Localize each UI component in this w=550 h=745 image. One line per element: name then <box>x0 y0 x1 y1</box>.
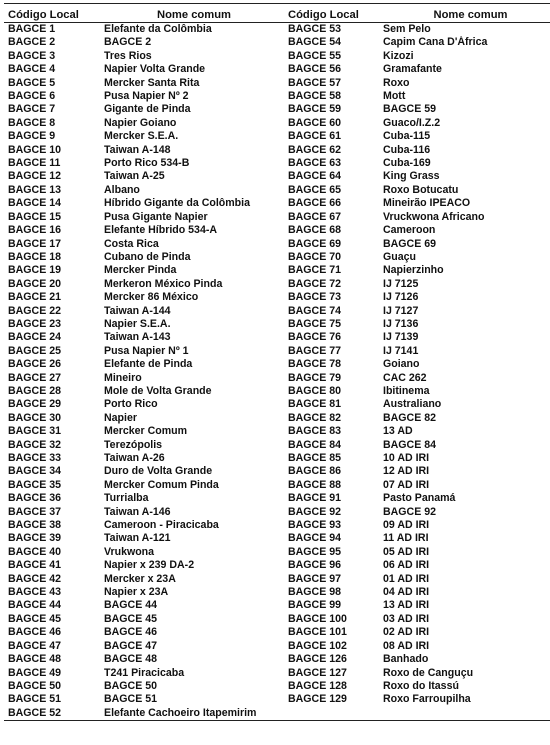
cell-common-name-right: Gramafante <box>383 63 442 76</box>
cell-common-name-right: IJ 7126 <box>383 291 419 304</box>
cell-common-name-right: 09 AD IRI <box>383 519 430 532</box>
cell-local-code-left: BAGCE 52 <box>4 707 99 721</box>
cell-local-code-right: BAGCE 82 <box>288 411 341 424</box>
cell-local-code-left: BAGCE 51 <box>8 693 61 706</box>
cell-local-code-left: BAGCE 33 <box>8 452 61 464</box>
cell-local-code-right <box>284 707 377 721</box>
cell-local-code-left: BAGCE 15 <box>8 210 61 223</box>
cell-common-name-left: Híbrido Gigante da Colômbia <box>104 197 250 210</box>
table-row <box>4 103 550 116</box>
cell-local-code-left: BAGCE 31 <box>8 425 61 438</box>
cell-common-name-right: Pasto Panamá <box>383 492 456 505</box>
table-row <box>4 305 550 318</box>
table-row <box>4 372 550 385</box>
table-row <box>4 345 550 358</box>
cell-local-code-left: BAGCE 35 <box>8 478 61 491</box>
table-row <box>4 211 550 224</box>
cell-common-name-right: 03 AD IRI <box>383 612 430 625</box>
cell-common-name-left: Cubano de Pinda <box>104 250 191 263</box>
cell-common-name-left: Duro de Volta Grande <box>104 465 213 478</box>
table-row <box>4 331 550 344</box>
cell-local-code-right: BAGCE 128 <box>288 679 347 692</box>
table-row <box>4 519 550 532</box>
cell-local-code-left: BAGCE 13 <box>8 183 61 196</box>
cell-local-code-right: BAGCE 97 <box>288 572 341 585</box>
cell-local-code-left: BAGCE 10 <box>8 143 61 156</box>
cell-common-name-right: 05 AD IRI <box>383 545 430 558</box>
cell-local-code-left: BAGCE 11 <box>8 157 61 170</box>
table-row <box>4 144 550 157</box>
cell-local-code-left: BAGCE 5 <box>8 76 56 89</box>
cell-local-code-right: BAGCE 69 <box>288 237 341 250</box>
cell-local-code-right: BAGCE 91 <box>288 492 341 505</box>
cell-local-code-right: BAGCE 100 <box>288 612 347 625</box>
cell-common-name-right: Mott <box>383 90 406 103</box>
cell-local-code-left: BAGCE 50 <box>8 679 61 692</box>
cell-common-name-left: Elefante da Colômbia <box>104 23 212 35</box>
cell-common-name-right: Roxo do Itassú <box>383 679 459 692</box>
cell-local-code-left: BAGCE 3 <box>8 49 56 62</box>
cell-local-code-right: BAGCE 56 <box>288 63 341 76</box>
cell-common-name-right: IJ 7139 <box>383 331 419 344</box>
cell-local-code-right: BAGCE 59 <box>288 103 341 116</box>
cell-common-name-left: Taiwan A-144 <box>104 304 171 317</box>
cell-local-code-right: BAGCE 101 <box>288 626 347 639</box>
cell-local-code-left: BAGCE 9 <box>8 130 56 143</box>
cell-local-code-right: BAGCE 63 <box>288 157 341 170</box>
table-row <box>4 291 550 304</box>
cell-common-name-left: Taiwan A-26 <box>104 452 165 464</box>
table-row <box>4 412 550 425</box>
table-row <box>4 358 550 371</box>
cell-common-name-left: Mercker Pinda <box>104 264 177 277</box>
cell-local-code-left: BAGCE 48 <box>8 653 61 666</box>
cell-common-name-right: 11 AD IRI <box>383 532 429 545</box>
cell-common-name-left: BAGCE 47 <box>104 639 157 652</box>
table-row <box>4 264 550 277</box>
cell-common-name-left: Merkeron México Pinda <box>104 277 223 290</box>
table-row <box>4 707 550 721</box>
cell-common-name-left: Cameroon - Piracicaba <box>104 519 219 532</box>
table-row <box>4 157 550 170</box>
cell-local-code-right: BAGCE 53 <box>288 23 341 35</box>
cell-common-name-right: Australiano <box>383 398 442 411</box>
table-row <box>4 398 550 411</box>
cell-local-code-right: BAGCE 80 <box>288 384 341 397</box>
cell-local-code-left: BAGCE 23 <box>8 317 61 330</box>
cell-common-name-right <box>377 707 550 721</box>
cell-common-name-right: 07 AD IRI <box>383 478 430 491</box>
cell-local-code-left: BAGCE 38 <box>8 519 61 532</box>
cell-local-code-right: BAGCE 57 <box>288 76 341 89</box>
cell-common-name-left: Gigante de Pinda <box>104 103 191 116</box>
table-row <box>4 130 550 143</box>
cell-local-code-right: BAGCE 60 <box>288 116 341 129</box>
cell-local-code-left: BAGCE 45 <box>8 612 61 625</box>
cell-common-name-right: 01 AD IRI <box>383 572 430 585</box>
header-local-code-right: Código Local <box>284 4 377 23</box>
cell-common-name-right: Kizozi <box>383 49 414 62</box>
cell-local-code-left: BAGCE 14 <box>8 197 61 210</box>
cell-common-name-left: Pusa Napier Nº 2 <box>104 90 189 103</box>
cell-local-code-left: BAGCE 4 <box>8 63 56 76</box>
cell-common-name-right: Cuba-169 <box>383 157 431 170</box>
cell-common-name-left: Albano <box>104 183 140 196</box>
cell-common-name-left: Terezópolis <box>104 438 163 451</box>
cell-common-name-left: Mercker Comum <box>104 425 188 438</box>
cell-local-code-right: BAGCE 61 <box>288 130 341 143</box>
cell-local-code-left: BAGCE 36 <box>8 492 61 505</box>
cell-common-name-left: Porto Rico 534-B <box>104 157 190 170</box>
table-header-row <box>4 4 550 23</box>
cell-common-name-right: BAGCE 92 <box>383 505 436 518</box>
table-row <box>4 506 550 519</box>
cell-local-code-right: BAGCE 102 <box>288 639 347 652</box>
cell-common-name-right: BAGCE 59 <box>383 103 436 116</box>
table-row <box>4 613 550 626</box>
table-row <box>4 318 550 331</box>
table-row <box>4 667 550 680</box>
cell-local-code-left: BAGCE 26 <box>8 358 61 371</box>
cell-common-name-left: Taiwan A-121 <box>104 532 171 545</box>
cell-local-code-left: BAGCE 7 <box>8 103 56 116</box>
cell-local-code-right: BAGCE 66 <box>288 197 341 210</box>
cell-common-name-left: BAGCE 46 <box>104 626 157 639</box>
table-row <box>4 238 550 251</box>
table-body <box>4 23 550 721</box>
cell-common-name-left: Mercker x 23A <box>104 572 176 585</box>
cell-common-name-right: BAGCE 84 <box>383 438 436 451</box>
cell-local-code-left: BAGCE 28 <box>8 384 61 397</box>
cell-common-name-left: Porto Rico <box>104 398 158 411</box>
cell-local-code-right: BAGCE 129 <box>288 693 347 706</box>
cell-local-code-right: BAGCE 88 <box>288 478 341 491</box>
table-row <box>4 559 550 572</box>
cell-local-code-right: BAGCE 70 <box>288 250 341 263</box>
cell-common-name-left: Taiwan A-146 <box>104 505 171 518</box>
cell-local-code-right: BAGCE 64 <box>288 170 341 183</box>
cell-local-code-left: BAGCE 40 <box>8 545 61 558</box>
cell-local-code-right: BAGCE 71 <box>288 264 341 277</box>
cell-local-code-left: BAGCE 27 <box>8 371 61 384</box>
cell-local-code-left: BAGCE 30 <box>8 411 61 424</box>
cell-common-name-left: BAGCE 45 <box>104 612 157 625</box>
cell-local-code-right: BAGCE 94 <box>288 532 341 545</box>
cell-local-code-left: BAGCE 41 <box>8 559 61 572</box>
cell-local-code-left: BAGCE 18 <box>8 250 61 263</box>
cell-common-name-left: BAGCE 2 <box>104 36 152 49</box>
cell-common-name-left: Mercker Comum Pinda <box>104 478 219 491</box>
cell-common-name-left: T241 Piracicaba <box>104 666 185 679</box>
cell-local-code-left: BAGCE 20 <box>8 277 61 290</box>
cell-common-name-right: Sem Pelo <box>383 23 431 35</box>
table-row <box>4 184 550 197</box>
cell-local-code-right: BAGCE 54 <box>288 36 341 49</box>
cell-common-name-right: Roxo <box>383 76 410 89</box>
table-row <box>4 546 550 559</box>
cell-local-code-left: BAGCE 22 <box>8 304 61 317</box>
cell-local-code-right: BAGCE 127 <box>288 666 347 679</box>
cell-local-code-right: BAGCE 99 <box>288 599 341 612</box>
cell-common-name-right: Goiano <box>383 358 420 371</box>
table-row <box>4 90 550 103</box>
cell-common-name-right: Roxo Farroupilha <box>383 693 471 706</box>
table-row <box>4 653 550 666</box>
cell-local-code-left: BAGCE 25 <box>8 344 61 357</box>
cell-local-code-left: BAGCE 8 <box>8 116 56 129</box>
table-row <box>4 63 550 76</box>
cell-local-code-right: BAGCE 55 <box>288 49 341 62</box>
cell-local-code-right: BAGCE 126 <box>288 653 347 666</box>
cell-common-name-left: Mercker 86 México <box>104 291 199 304</box>
table-row <box>4 251 550 264</box>
header-common-name-right: Nome comum <box>377 4 550 23</box>
table-row <box>4 573 550 586</box>
cell-common-name-left: Turrialba <box>104 492 149 505</box>
cell-local-code-left: BAGCE 42 <box>8 572 61 585</box>
cell-local-code-right: BAGCE 67 <box>288 210 341 223</box>
cell-common-name-right: CAC 262 <box>383 371 427 384</box>
table-row <box>4 693 550 706</box>
cell-local-code-left: BAGCE 44 <box>8 599 61 612</box>
cell-local-code-right: BAGCE 95 <box>288 545 341 558</box>
cell-common-name-left: Napier S.E.A. <box>104 317 171 330</box>
cell-local-code-left: BAGCE 43 <box>8 586 61 599</box>
cell-common-name-left: BAGCE 50 <box>104 679 157 692</box>
cell-local-code-left: BAGCE 46 <box>8 626 61 639</box>
cell-common-name-left: Pusa Gigante Napier <box>104 210 208 223</box>
cell-local-code-right: BAGCE 98 <box>288 586 341 599</box>
cell-common-name-left: BAGCE 44 <box>104 599 157 612</box>
cell-local-code-left: BAGCE 39 <box>8 532 61 545</box>
cell-common-name-right: Cuba-115 <box>383 130 431 143</box>
cell-local-code-right: BAGCE 93 <box>288 519 341 532</box>
cell-local-code-right: BAGCE 96 <box>288 559 341 572</box>
cell-common-name-left: Napier <box>104 411 137 424</box>
table-row <box>4 492 550 505</box>
cell-common-name-right: Banhado <box>383 653 429 666</box>
table-row <box>4 197 550 210</box>
cell-common-name-left: Mercker Santa Rita <box>104 76 200 89</box>
cell-local-code-right: BAGCE 72 <box>288 277 341 290</box>
cell-local-code-left: BAGCE 12 <box>8 170 61 183</box>
cell-common-name-left: Elefante Híbrido 534-A <box>104 224 218 237</box>
table-row <box>4 680 550 693</box>
cell-local-code-left: BAGCE 32 <box>8 438 61 451</box>
cell-local-code-right: BAGCE 65 <box>288 183 341 196</box>
cell-common-name-right: Mineirão IPEACO <box>383 197 471 210</box>
cell-local-code-left: BAGCE 34 <box>8 465 61 478</box>
cell-common-name-left: Costa Rica <box>104 237 159 250</box>
cell-common-name-left: Mineiro <box>104 371 142 384</box>
table-row <box>4 626 550 639</box>
cell-local-code-right: BAGCE 58 <box>288 90 341 103</box>
cell-common-name-left: Taiwan A-25 <box>104 170 165 183</box>
cell-common-name-right: 13 AD <box>383 425 413 438</box>
cell-common-name-left: BAGCE 51 <box>104 693 157 706</box>
cell-local-code-right: BAGCE 81 <box>288 398 341 411</box>
cell-common-name-right: Roxo Botucatu <box>383 183 459 196</box>
cell-local-code-right: BAGCE 84 <box>288 438 341 451</box>
cell-common-name-right: Guaco/I.Z.2 <box>383 116 441 129</box>
cell-local-code-left: BAGCE 47 <box>8 639 61 652</box>
cell-local-code-right: BAGCE 62 <box>288 143 341 156</box>
cell-common-name-right: 06 AD IRI <box>383 559 430 572</box>
cell-common-name-right: IJ 7136 <box>383 317 419 330</box>
cell-local-code-left: BAGCE 29 <box>8 398 61 411</box>
cell-local-code-left: BAGCE 21 <box>8 291 61 304</box>
table-row <box>4 479 550 492</box>
table-row <box>4 224 550 237</box>
cell-common-name-right: King Grass <box>383 170 440 183</box>
cell-common-name-right: 10 AD IRI <box>383 452 430 464</box>
cell-common-name-right: Capim Cana D'África <box>383 36 488 49</box>
cell-common-name-left: Napier x 23A <box>104 586 169 599</box>
cell-local-code-right: BAGCE 85 <box>288 452 341 464</box>
table-row <box>4 452 550 465</box>
cell-common-name-left: Napier Volta Grande <box>104 63 206 76</box>
cell-common-name-right: Vruckwona Africano <box>383 210 485 223</box>
table-row <box>4 532 550 545</box>
cell-local-code-right: BAGCE 86 <box>288 465 341 478</box>
table-row <box>4 465 550 478</box>
cell-local-code-left: BAGCE 16 <box>8 224 61 237</box>
cell-local-code-right: BAGCE 76 <box>288 331 341 344</box>
cell-common-name-left: Napier Goiano <box>104 116 177 129</box>
table-row <box>4 36 550 49</box>
cell-local-code-left: BAGCE 37 <box>8 505 61 518</box>
table-row <box>4 425 550 438</box>
cell-common-name-right: Ibitinema <box>383 384 430 397</box>
cell-common-name-right: BAGCE 69 <box>383 237 436 250</box>
cell-local-code-left: BAGCE 1 <box>8 23 56 35</box>
cell-common-name-right: IJ 7127 <box>383 304 419 317</box>
table-row <box>4 23 550 37</box>
table-row <box>4 439 550 452</box>
cell-common-name-left: Mole de Volta Grande <box>104 384 212 397</box>
table-row <box>4 640 550 653</box>
cell-common-name-left: Vrukwona <box>104 545 155 558</box>
cell-local-code-right: BAGCE 74 <box>288 304 341 317</box>
cell-local-code-right: BAGCE 77 <box>288 344 341 357</box>
cell-local-code-right: BAGCE 79 <box>288 371 341 384</box>
cell-common-name-right: 12 AD IRI <box>383 465 430 478</box>
cell-local-code-right: BAGCE 73 <box>288 291 341 304</box>
cell-common-name-right: 02 AD IRI <box>383 626 430 639</box>
cell-common-name-right: IJ 7125 <box>383 277 419 290</box>
cell-local-code-right: BAGCE 92 <box>288 505 341 518</box>
cell-local-code-right: BAGCE 68 <box>288 224 341 237</box>
cell-common-name-right: 04 AD IRI <box>383 586 430 599</box>
table-row <box>4 599 550 612</box>
cell-common-name-right: Roxo de Canguçu <box>383 666 474 679</box>
cell-common-name-left: Napier x 239 DA-2 <box>104 559 195 572</box>
cell-local-code-left: BAGCE 2 <box>8 36 56 49</box>
cell-local-code-left: BAGCE 24 <box>8 331 61 344</box>
cell-local-code-left: BAGCE 19 <box>8 264 61 277</box>
header-common-name-left: Nome comum <box>99 4 284 23</box>
cell-common-name-right: Cameroon <box>383 224 436 237</box>
cell-common-name-right: 08 AD IRI <box>383 639 430 652</box>
cell-local-code-left: BAGCE 49 <box>8 666 61 679</box>
table-row <box>4 278 550 291</box>
cell-common-name-left: Elefante de Pinda <box>104 358 193 371</box>
table-row <box>4 385 550 398</box>
table-row <box>4 117 550 130</box>
cell-local-code-left: BAGCE 6 <box>8 90 56 103</box>
cell-local-code-right: BAGCE 75 <box>288 317 341 330</box>
cell-common-name-left: Taiwan A-148 <box>104 143 171 156</box>
cell-common-name-left: Pusa Napier Nº 1 <box>104 344 189 357</box>
cell-common-name-left: Mercker S.E.A. <box>104 130 179 143</box>
cell-local-code-left: BAGCE 17 <box>8 237 61 250</box>
cell-common-name-left: Elefante Cachoeiro Itapemirim <box>99 707 284 721</box>
cell-common-name-left: Tres Rios <box>104 49 152 62</box>
table-row <box>4 170 550 183</box>
cell-common-name-right: BAGCE 82 <box>383 411 436 424</box>
accessions-table <box>4 3 550 721</box>
table-row <box>4 77 550 90</box>
cell-local-code-right: BAGCE 83 <box>288 425 341 438</box>
cell-common-name-right: IJ 7141 <box>383 344 419 357</box>
cell-common-name-left: BAGCE 48 <box>104 653 157 666</box>
cell-common-name-right: 13 AD IRI <box>383 599 430 612</box>
cell-common-name-right: Guaçu <box>383 250 416 263</box>
header-local-code-left: Código Local <box>4 4 99 23</box>
cell-common-name-left: Taiwan A-143 <box>104 331 171 344</box>
cell-common-name-right: Cuba-116 <box>383 143 431 156</box>
table-row <box>4 586 550 599</box>
cell-common-name-right: Napierzinho <box>383 264 444 277</box>
cell-local-code-right: BAGCE 78 <box>288 358 341 371</box>
table-row <box>4 50 550 63</box>
